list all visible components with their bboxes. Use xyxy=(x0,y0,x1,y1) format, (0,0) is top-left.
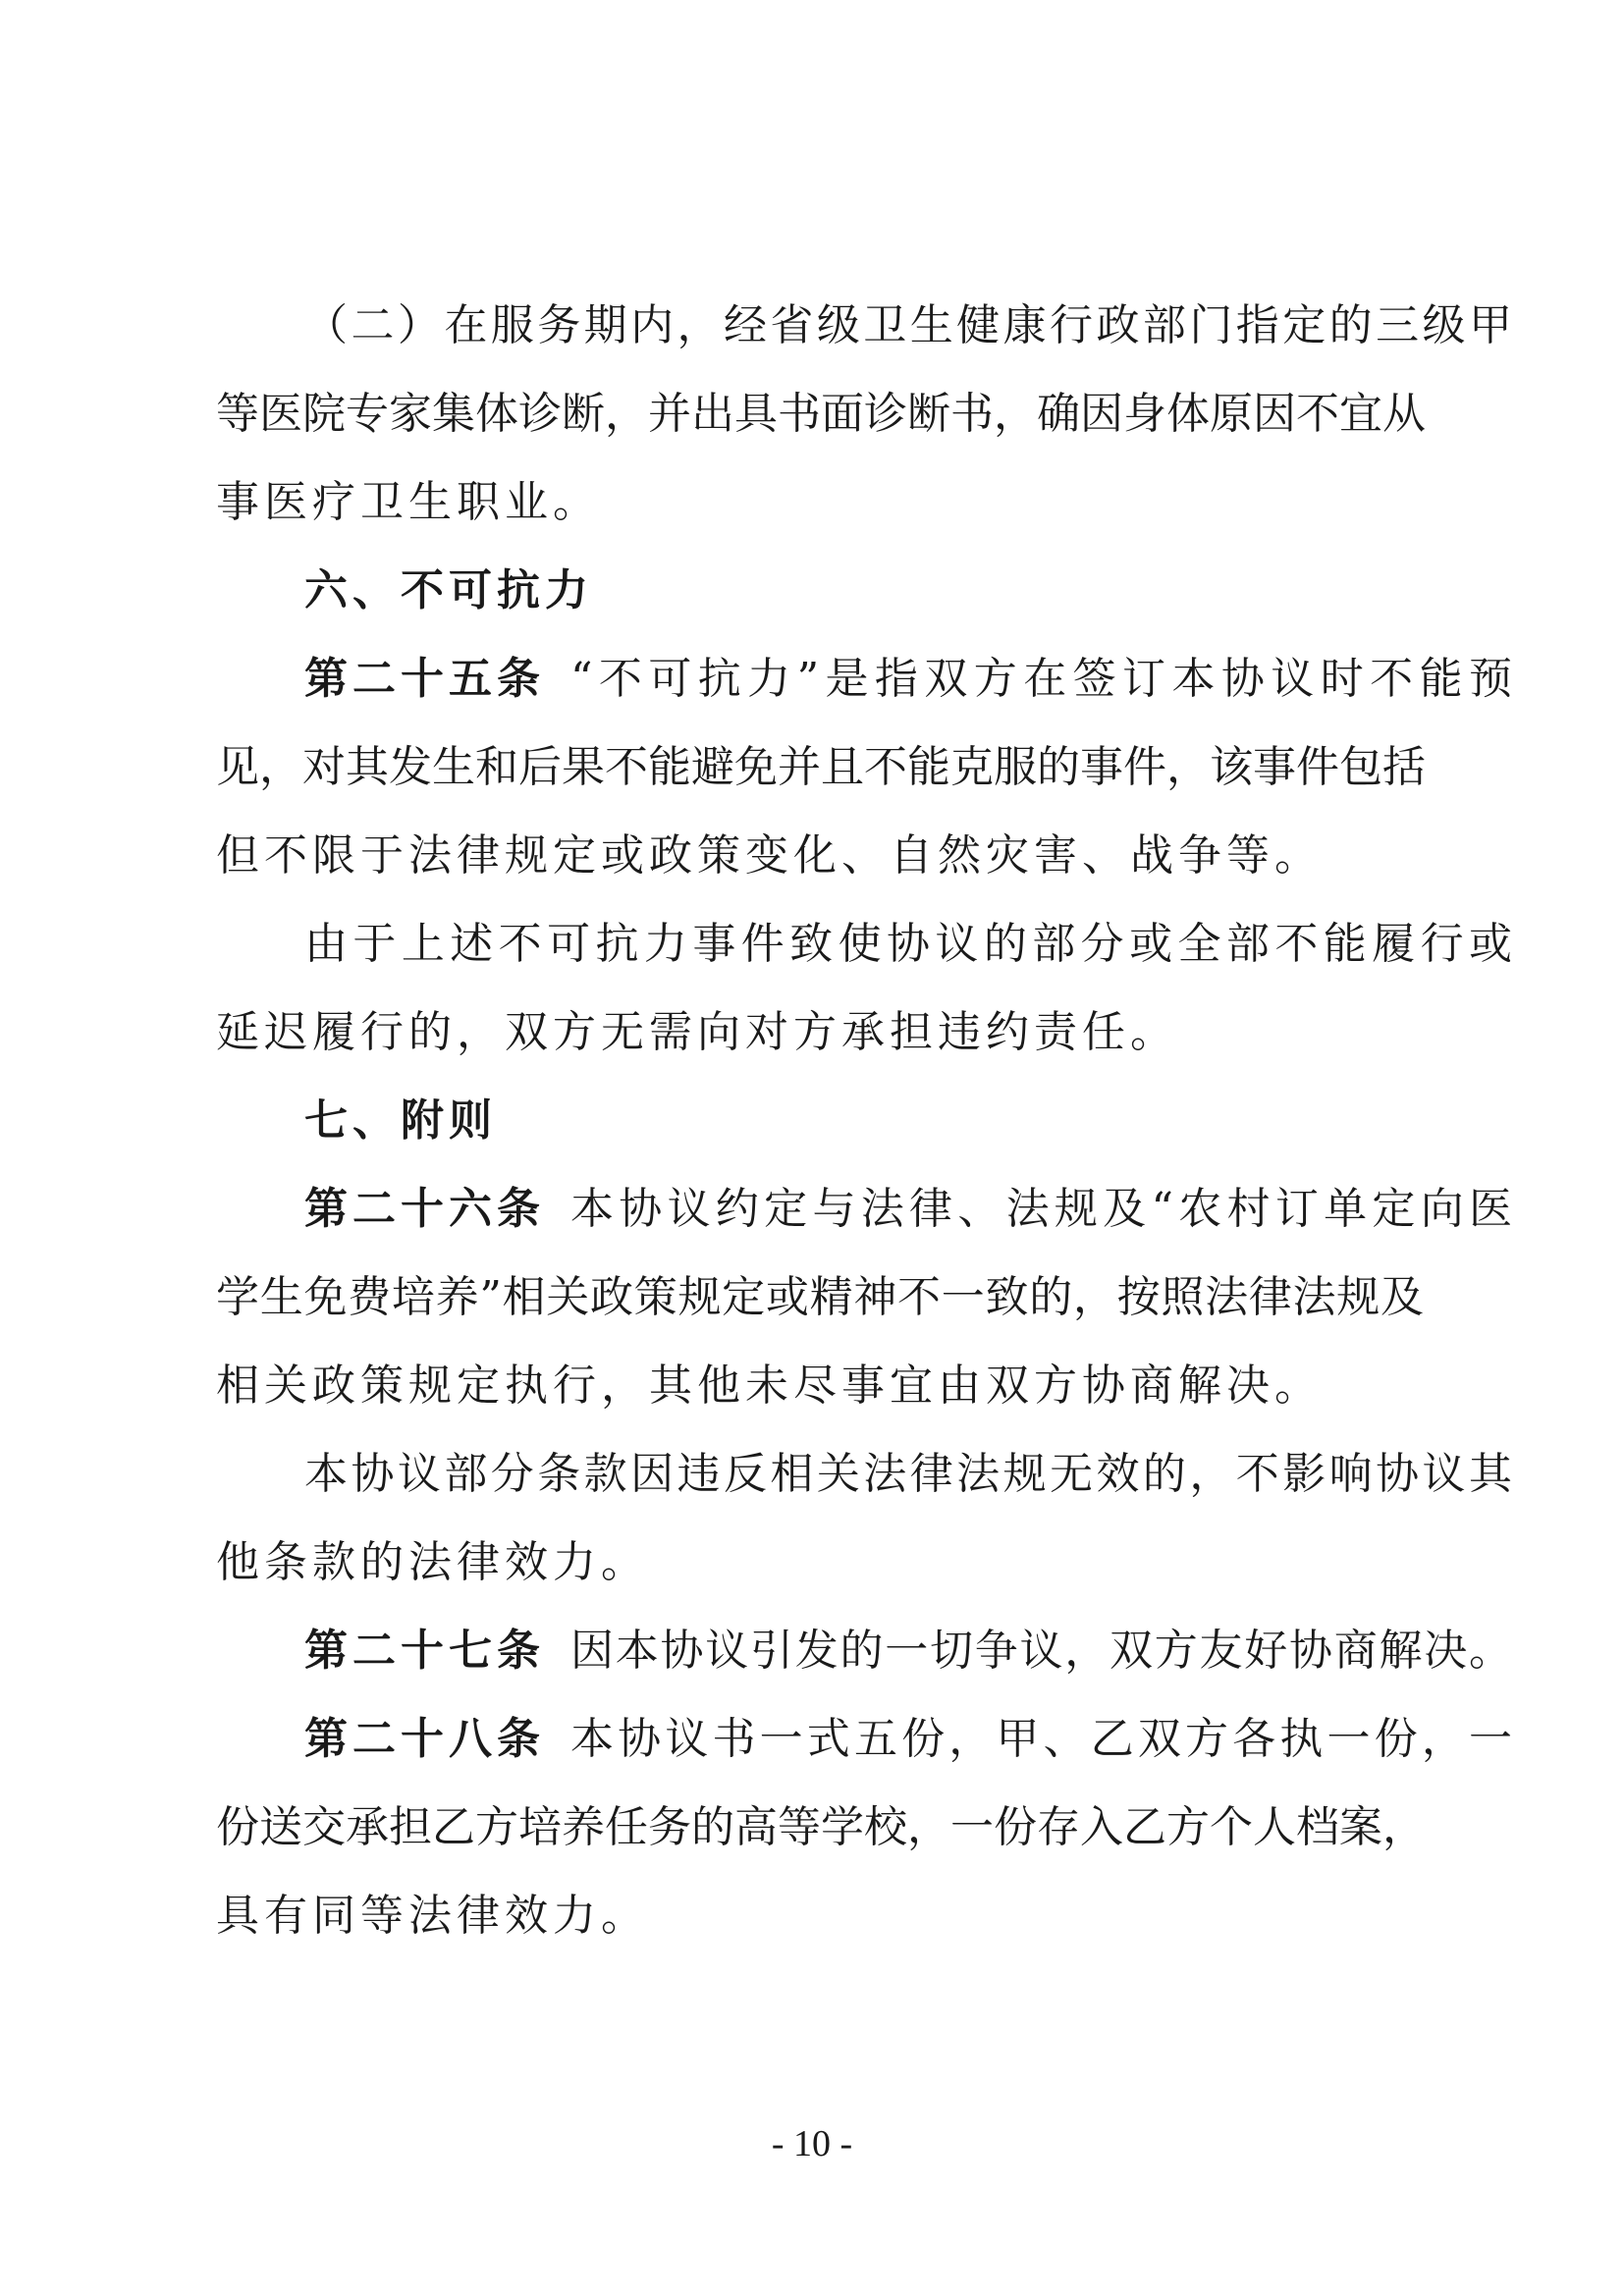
section-heading: 六、不可抗力 xyxy=(304,565,593,615)
paragraph-line: “不可抗力”是指双方在签订本协议时不能预 xyxy=(570,654,1512,704)
paragraph-line: 本协议部分条款因违反相关法律法规无效的，不影响协议其 xyxy=(304,1449,1512,1499)
article-first-line xyxy=(304,652,1512,707)
paragraph-line: 因本协议引发的一切争议，双方友好协商解决。 xyxy=(570,1626,1512,1676)
article-first-line xyxy=(304,1712,1512,1767)
paragraph-line: 相关政策规定执行，其他未尽事宜由双方协商解决。 xyxy=(216,1361,1323,1411)
paragraph-line: （二）在服务期内，经省级卫生健康行政部门指定的三级甲 xyxy=(304,300,1512,350)
paragraph-line: 见，对其发生和后果不能避免并且不能克服的事件，该事件包括 xyxy=(216,742,1426,792)
paragraph-line: 本协议约定与法律、法规及“农村订单定向医 xyxy=(570,1184,1512,1234)
paragraph-line: 等医院专家集体诊断，并出具书面诊断书，确因身体原因不宜从 xyxy=(216,389,1426,439)
page-number: - 10 - xyxy=(771,2123,853,2164)
paragraph-line: 事医疗卫生职业。 xyxy=(216,477,601,527)
paragraph-line: 份送交承担乙方培养任务的高等学校，一份存入乙方个人档案， xyxy=(216,1802,1426,1852)
paragraph-line: 学生免费培养”相关政策规定或精神不一致的，按照法律法规及 xyxy=(216,1272,1424,1322)
paragraph-line: 本协议书一式五份，甲、乙双方各执一份，一 xyxy=(570,1714,1512,1764)
paragraph-line: 具有同等法律效力。 xyxy=(216,1891,649,1941)
article-label: 第二十六条 xyxy=(304,1184,545,1234)
paragraph-line: 但不限于法律规定或政策变化、自然灾害、战争等。 xyxy=(216,830,1323,881)
paragraph-line: 由于上述不可抗力事件致使协议的部分或全部不能履行或 xyxy=(304,919,1512,969)
article-label: 第二十七条 xyxy=(304,1626,545,1676)
paragraph-line: 延迟履行的，双方无需向对方承担违约责任。 xyxy=(216,1007,1178,1057)
article-label: 第二十五条 xyxy=(304,654,545,704)
paragraph-line: 他条款的法律效力。 xyxy=(216,1537,649,1587)
article-label: 第二十八条 xyxy=(304,1714,545,1764)
article-first-line xyxy=(304,1182,1512,1237)
section-heading: 七、附则 xyxy=(304,1095,497,1146)
article-first-line xyxy=(304,1624,1512,1679)
